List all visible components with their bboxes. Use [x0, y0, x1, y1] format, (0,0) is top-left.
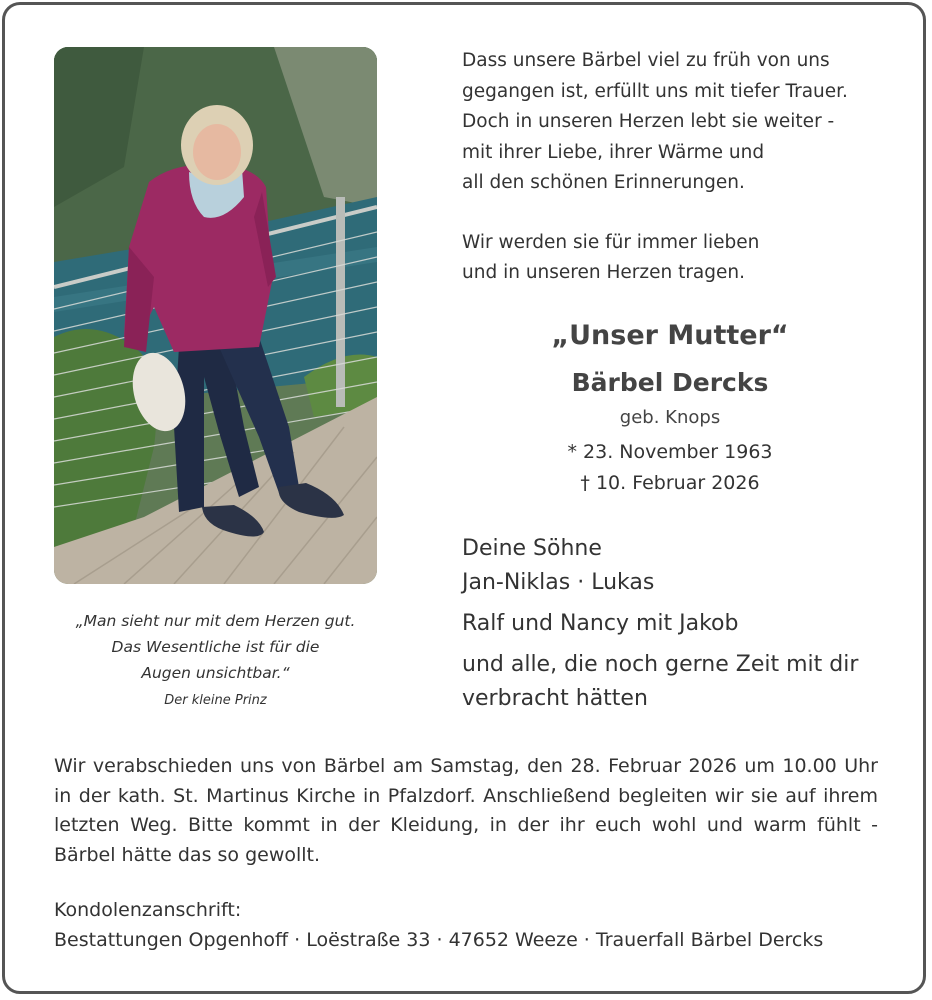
quote-line: Augen unsichtbar.“ [141, 664, 290, 682]
poem-line: all den schönen Erinnerungen. [462, 172, 745, 193]
portrait-photo [54, 47, 377, 584]
quote-line: „Man sieht nur mit dem Herzen gut. [75, 612, 356, 630]
family-line: Deine Söhne [462, 536, 602, 561]
poem-line: Dass unsere Bärbel viel zu früh von uns [462, 50, 830, 71]
portrait-photo-icon [54, 47, 377, 584]
quote-line: Das Wesentliche ist für die [111, 638, 320, 656]
poem-stanza-1 [462, 46, 902, 199]
announcement-text: Wir verabschieden uns von Bärbel am Samstag, den 28. Februar 2026 um 10.00 Uhr in der kath. St. Martinus Kirche in Pfalzdorf. Anschließend begleiten wir sie auf ihrem letzten Weg. Bitte kommt in der Kleidung, in der ihr euch wohl und warm fühlt - Bärbel hätte das so gewollt. [54, 755, 878, 866]
deceased-name: Bärbel Dercks [571, 368, 769, 397]
poem-line: und in unseren Herzen tragen. [462, 262, 746, 283]
condolence-label: Kondolenzanschrift: [54, 899, 242, 921]
poem-stanza-2 [462, 228, 902, 289]
quote-source: Der kleine Prinz [164, 693, 267, 708]
family-list [462, 532, 902, 716]
condolence-address-line: Bestattungen Opgenhoff · Loëstraße 33 · 47652 Weeze · Trauerfall Bärbel Dercks [54, 928, 824, 951]
death-date: † 10. Februar 2026 [580, 472, 760, 494]
birth-date: * 23. November 1963 [567, 441, 773, 463]
poem-line: Doch in unseren Herzen lebt sie weiter - [462, 111, 835, 132]
maiden-name: geb. Knops [619, 407, 721, 428]
family-line: und alle, die noch gerne Zeit mit dir [462, 652, 859, 677]
funeral-announcement [54, 752, 878, 870]
quote-block [54, 608, 377, 714]
family-line: verbracht hätten [462, 686, 648, 711]
poem-line: Wir werden sie für immer lieben [462, 231, 760, 253]
family-line: Jan-Niklas · Lukas [462, 570, 655, 595]
obituary-title: „Unser Mutter“ [551, 320, 789, 351]
poem [462, 46, 902, 289]
poem-line: gegangen ist, erfüllt uns mit tiefer Trauer. [462, 80, 848, 102]
family-line: Ralf und Nancy mit Jakob [462, 611, 739, 636]
poem-line: mit ihrer Liebe, ihrer Wärme und [462, 141, 765, 163]
condolence-address [54, 896, 884, 955]
